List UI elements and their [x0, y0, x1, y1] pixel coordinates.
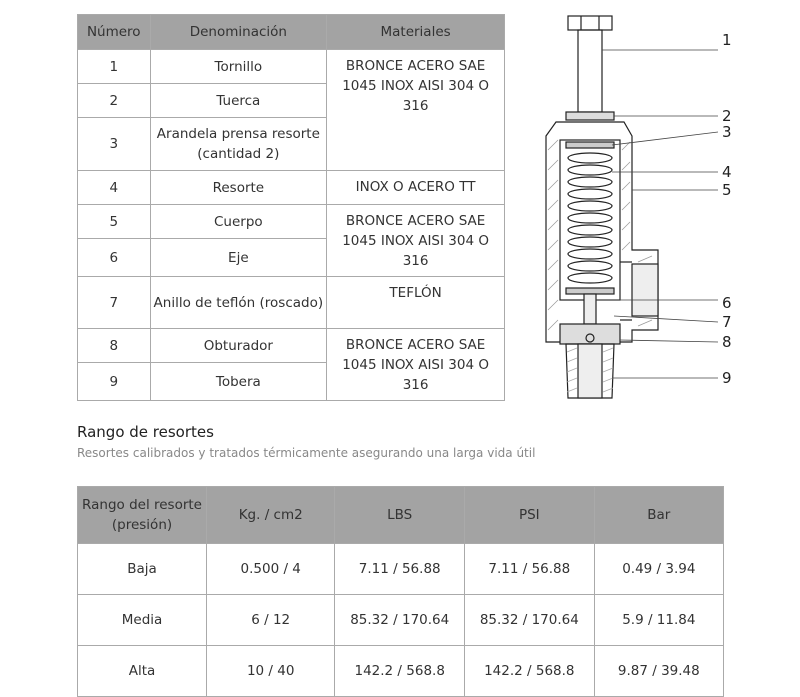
table-row	[78, 595, 724, 646]
part-name: Tuerca	[150, 84, 327, 118]
section-title: Rango de resortes	[77, 423, 214, 441]
range-cell: 0.500 / 4	[207, 544, 335, 595]
header-bar: Bar	[594, 487, 723, 544]
diagram-label: 8	[722, 333, 732, 351]
table-row	[78, 277, 505, 329]
part-number: 2	[78, 84, 151, 118]
range-cell: 85.32 / 170.64	[465, 595, 595, 646]
table-row	[78, 544, 724, 595]
range-header-row	[78, 487, 724, 544]
table-row	[78, 646, 724, 697]
part-material: INOX O ACERO TT	[327, 171, 505, 205]
part-material: BRONCE ACERO SAE 1045 INOX AISI 304 O 316	[327, 50, 505, 171]
stem	[584, 294, 596, 324]
header-lbs: LBS	[335, 487, 465, 544]
range-cell: 142.2 / 568.8	[335, 646, 465, 697]
table-row	[78, 329, 505, 363]
range-cell: 5.9 / 11.84	[594, 595, 723, 646]
table-row	[78, 50, 505, 84]
part-number: 6	[78, 239, 151, 277]
table-row	[78, 171, 505, 205]
range-cell: 10 / 40	[207, 646, 335, 697]
range-cell: 0.49 / 3.94	[594, 544, 723, 595]
part-name: Obturador	[150, 329, 327, 363]
parts-header-row	[78, 15, 505, 50]
diagram-label: 6	[722, 294, 732, 312]
part-name: Resorte	[150, 171, 327, 205]
range-cell: 6 / 12	[207, 595, 335, 646]
part-material: TEFLÓN	[327, 277, 505, 329]
range-cell: Alta	[78, 646, 207, 697]
range-cell: Baja	[78, 544, 207, 595]
header-psi: PSI	[465, 487, 595, 544]
part-number: 5	[78, 205, 151, 239]
part-name: Anillo de teflón (roscado)	[150, 277, 327, 329]
screw-head	[568, 16, 612, 30]
diagram-label: 2	[722, 107, 732, 125]
screw-shaft	[578, 30, 602, 112]
diagram-label: 3	[722, 123, 732, 141]
range-cell: 142.2 / 568.8	[465, 646, 595, 697]
header-kg: Kg. / cm2	[207, 487, 335, 544]
part-number: 1	[78, 50, 151, 84]
range-cell: 9.87 / 39.48	[594, 646, 723, 697]
range-table	[77, 486, 724, 697]
part-name: Cuerpo	[150, 205, 327, 239]
range-cell: 85.32 / 170.64	[335, 595, 465, 646]
part-material: BRONCE ACERO SAE 1045 INOX AISI 304 O 316	[327, 329, 505, 401]
valve-diagram	[520, 10, 770, 400]
header-materiales: Materiales	[327, 15, 505, 50]
section-subtitle: Resortes calibrados y tratados térmicamente asegurando una larga vida útil	[77, 446, 536, 460]
diagram-label: 9	[722, 369, 732, 387]
diagram-label: 5	[722, 181, 732, 199]
header-numero: Número	[78, 15, 151, 50]
part-name: Tornillo	[150, 50, 327, 84]
diagram-label: 7	[722, 313, 732, 331]
diagram-labels	[722, 31, 732, 387]
parts-table	[77, 14, 505, 401]
diagram-label: 4	[722, 163, 732, 181]
washer	[566, 142, 614, 148]
part-material: BRONCE ACERO SAE 1045 INOX AISI 304 O 316	[327, 205, 505, 277]
part-name: Eje	[150, 239, 327, 277]
part-number: 3	[78, 118, 151, 171]
part-name: Arandela prensa resorte (cantidad 2)	[150, 118, 327, 171]
header-rango: Rango del resorte (presión)	[78, 487, 207, 544]
part-name: Tobera	[150, 363, 327, 401]
range-cell: Media	[78, 595, 207, 646]
range-cell: 7.11 / 56.88	[465, 544, 595, 595]
spring	[568, 153, 612, 283]
part-number: 7	[78, 277, 151, 329]
table-row	[78, 205, 505, 239]
range-cell: 7.11 / 56.88	[335, 544, 465, 595]
part-number: 4	[78, 171, 151, 205]
nut	[566, 112, 614, 120]
header-denominacion: Denominación	[150, 15, 327, 50]
diagram-label: 1	[722, 31, 732, 49]
part-number: 8	[78, 329, 151, 363]
part-number: 9	[78, 363, 151, 401]
